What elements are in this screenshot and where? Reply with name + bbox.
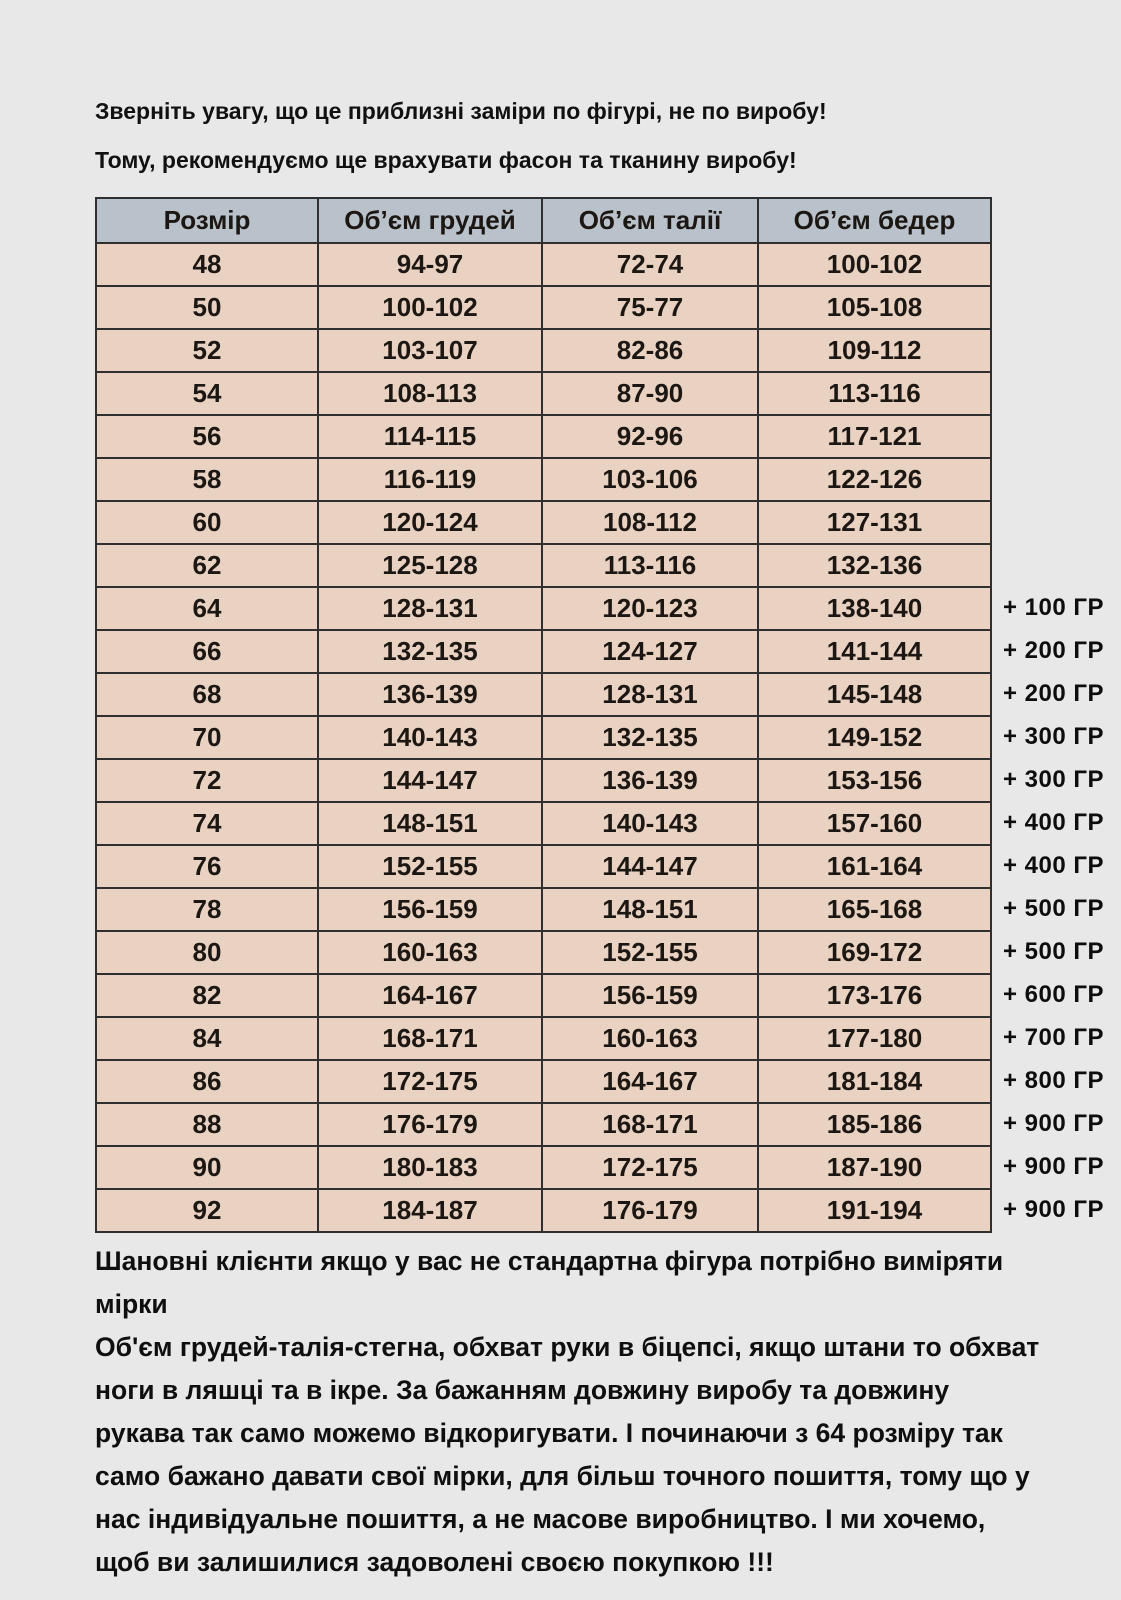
cell-size: 52	[96, 329, 318, 372]
footer-line: рукава так само можемо відкоригувати. І починаючи з 64 розміру так	[95, 1418, 1003, 1448]
cell-hips: 100-102	[758, 243, 991, 286]
cell-chest: 168-171	[318, 1017, 542, 1060]
table-row	[96, 286, 991, 329]
cell-chest: 125-128	[318, 544, 542, 587]
surcharge-label: + 900 ГР	[1003, 1195, 1105, 1223]
cell-hips: 113-116	[758, 372, 991, 415]
cell-waist: 132-135	[542, 716, 758, 759]
cell-waist: 124-127	[542, 630, 758, 673]
table-row	[96, 888, 991, 931]
cell-waist: 72-74	[542, 243, 758, 286]
cell-chest: 176-179	[318, 1103, 542, 1146]
cell-waist: 92-96	[542, 415, 758, 458]
cell-hips: 185-186	[758, 1103, 991, 1146]
cell-chest: 160-163	[318, 931, 542, 974]
cell-chest: 108-113	[318, 372, 542, 415]
cell-size: 70	[96, 716, 318, 759]
cell-chest: 140-143	[318, 716, 542, 759]
cell-waist: 128-131	[542, 673, 758, 716]
cell-hips: 157-160	[758, 802, 991, 845]
surcharge-label: + 100 ГР	[1003, 593, 1105, 621]
table-row	[96, 716, 991, 759]
cell-waist: 136-139	[542, 759, 758, 802]
table-row	[96, 415, 991, 458]
cell-size: 48	[96, 243, 318, 286]
column-header: Об’єм грудей	[318, 198, 542, 243]
cell-size: 72	[96, 759, 318, 802]
cell-waist: 144-147	[542, 845, 758, 888]
table-row	[96, 329, 991, 372]
cell-waist: 75-77	[542, 286, 758, 329]
surcharge-label: + 900 ГР	[1003, 1152, 1105, 1180]
cell-chest: 128-131	[318, 587, 542, 630]
surcharge-column	[1003, 197, 1121, 1233]
footer-note	[95, 1240, 1105, 1584]
cell-size: 82	[96, 974, 318, 1017]
surcharge-label: + 300 ГР	[1003, 722, 1105, 750]
intro-line-1: Зверніть увагу, що це приблизні заміри по фігурі, не по виробу!	[95, 98, 827, 124]
footer-line: ноги в ляшці та в ікре. За бажанням довжину виробу та довжину	[95, 1375, 950, 1405]
cell-hips: 177-180	[758, 1017, 991, 1060]
cell-hips: 169-172	[758, 931, 991, 974]
table-row	[96, 1146, 991, 1189]
cell-hips: 138-140	[758, 587, 991, 630]
cell-waist: 120-123	[542, 587, 758, 630]
cell-size: 60	[96, 501, 318, 544]
cell-chest: 184-187	[318, 1189, 542, 1232]
surcharge-label: + 500 ГР	[1003, 894, 1105, 922]
cell-chest: 180-183	[318, 1146, 542, 1189]
table-row	[96, 1017, 991, 1060]
cell-hips: 127-131	[758, 501, 991, 544]
cell-size: 50	[96, 286, 318, 329]
cell-chest: 132-135	[318, 630, 542, 673]
cell-chest: 152-155	[318, 845, 542, 888]
cell-hips: 141-144	[758, 630, 991, 673]
cell-hips: 173-176	[758, 974, 991, 1017]
column-header: Розмір	[96, 198, 318, 243]
footer-line: мірки	[95, 1289, 168, 1319]
table-row	[96, 759, 991, 802]
cell-size: 58	[96, 458, 318, 501]
cell-chest: 164-167	[318, 974, 542, 1017]
cell-chest: 100-102	[318, 286, 542, 329]
cell-size: 68	[96, 673, 318, 716]
cell-hips: 153-156	[758, 759, 991, 802]
cell-hips: 105-108	[758, 286, 991, 329]
table-row	[96, 501, 991, 544]
cell-hips: 117-121	[758, 415, 991, 458]
surcharge-label: + 300 ГР	[1003, 765, 1105, 793]
cell-waist: 176-179	[542, 1189, 758, 1232]
cell-waist: 82-86	[542, 329, 758, 372]
table-row	[96, 1103, 991, 1146]
cell-hips: 187-190	[758, 1146, 991, 1189]
cell-waist: 156-159	[542, 974, 758, 1017]
table-row	[96, 630, 991, 673]
cell-size: 88	[96, 1103, 318, 1146]
cell-size: 56	[96, 415, 318, 458]
table-row	[96, 587, 991, 630]
cell-chest: 103-107	[318, 329, 542, 372]
cell-chest: 94-97	[318, 243, 542, 286]
cell-chest: 120-124	[318, 501, 542, 544]
cell-chest: 144-147	[318, 759, 542, 802]
cell-waist: 152-155	[542, 931, 758, 974]
cell-size: 86	[96, 1060, 318, 1103]
surcharge-label: + 800 ГР	[1003, 1066, 1105, 1094]
cell-chest: 172-175	[318, 1060, 542, 1103]
table-row	[96, 802, 991, 845]
cell-size: 64	[96, 587, 318, 630]
footer-line: само бажано давати свої мірки, для більш точного пошиття, тому що у	[95, 1461, 1030, 1491]
table-row	[96, 372, 991, 415]
cell-hips: 122-126	[758, 458, 991, 501]
surcharge-label: + 200 ГР	[1003, 636, 1105, 664]
surcharge-label: + 700 ГР	[1003, 1023, 1105, 1051]
cell-hips: 149-152	[758, 716, 991, 759]
cell-size: 78	[96, 888, 318, 931]
table-row	[96, 458, 991, 501]
table-row	[96, 544, 991, 587]
cell-size: 84	[96, 1017, 318, 1060]
table-row	[96, 243, 991, 286]
footer-line: щоб ви залишилися задоволені своєю покупкою !!!	[95, 1547, 774, 1577]
surcharge-label: + 500 ГР	[1003, 937, 1105, 965]
size-table-body	[96, 243, 991, 1232]
cell-waist: 160-163	[542, 1017, 758, 1060]
column-header: Об’єм бедер	[758, 198, 991, 243]
table-row	[96, 845, 991, 888]
cell-size: 80	[96, 931, 318, 974]
cell-hips: 109-112	[758, 329, 991, 372]
intro-line-2: Тому, рекомендуємо ще врахувати фасон та тканину виробу!	[95, 147, 797, 173]
surcharge-label: + 400 ГР	[1003, 808, 1105, 836]
surcharge-label: + 200 ГР	[1003, 679, 1105, 707]
table-row	[96, 1060, 991, 1103]
cell-waist: 103-106	[542, 458, 758, 501]
size-table-header-row	[96, 198, 991, 243]
table-row	[96, 1189, 991, 1232]
table-row	[96, 673, 991, 716]
intro-note	[95, 97, 827, 195]
footer-line: нас індивідуальне пошиття, а не масове виробництво. І ми хочемо,	[95, 1504, 986, 1534]
cell-size: 54	[96, 372, 318, 415]
table-row	[96, 974, 991, 1017]
footer-line: Об'єм грудей-талія-стегна, обхват руки в біцепсі, якщо штани то обхват	[95, 1332, 1040, 1362]
cell-waist: 108-112	[542, 501, 758, 544]
surcharge-label: + 400 ГР	[1003, 851, 1105, 879]
cell-size: 62	[96, 544, 318, 587]
column-header: Об’єм талії	[542, 198, 758, 243]
size-table	[95, 197, 992, 1233]
cell-waist: 148-151	[542, 888, 758, 931]
cell-waist: 87-90	[542, 372, 758, 415]
cell-waist: 172-175	[542, 1146, 758, 1189]
cell-hips: 132-136	[758, 544, 991, 587]
cell-hips: 191-194	[758, 1189, 991, 1232]
cell-size: 76	[96, 845, 318, 888]
cell-hips: 145-148	[758, 673, 991, 716]
cell-hips: 161-164	[758, 845, 991, 888]
cell-chest: 148-151	[318, 802, 542, 845]
cell-chest: 136-139	[318, 673, 542, 716]
cell-waist: 164-167	[542, 1060, 758, 1103]
cell-hips: 165-168	[758, 888, 991, 931]
cell-chest: 114-115	[318, 415, 542, 458]
cell-waist: 113-116	[542, 544, 758, 587]
surcharge-label: + 900 ГР	[1003, 1109, 1105, 1137]
cell-chest: 156-159	[318, 888, 542, 931]
cell-size: 90	[96, 1146, 318, 1189]
cell-size: 92	[96, 1189, 318, 1232]
cell-waist: 168-171	[542, 1103, 758, 1146]
surcharge-label: + 600 ГР	[1003, 980, 1105, 1008]
footer-line: Шановні клієнти якщо у вас не стандартна фігура потрібно виміряти	[95, 1246, 1004, 1276]
cell-size: 66	[96, 630, 318, 673]
cell-size: 74	[96, 802, 318, 845]
cell-chest: 116-119	[318, 458, 542, 501]
cell-hips: 181-184	[758, 1060, 991, 1103]
cell-waist: 140-143	[542, 802, 758, 845]
table-row	[96, 931, 991, 974]
